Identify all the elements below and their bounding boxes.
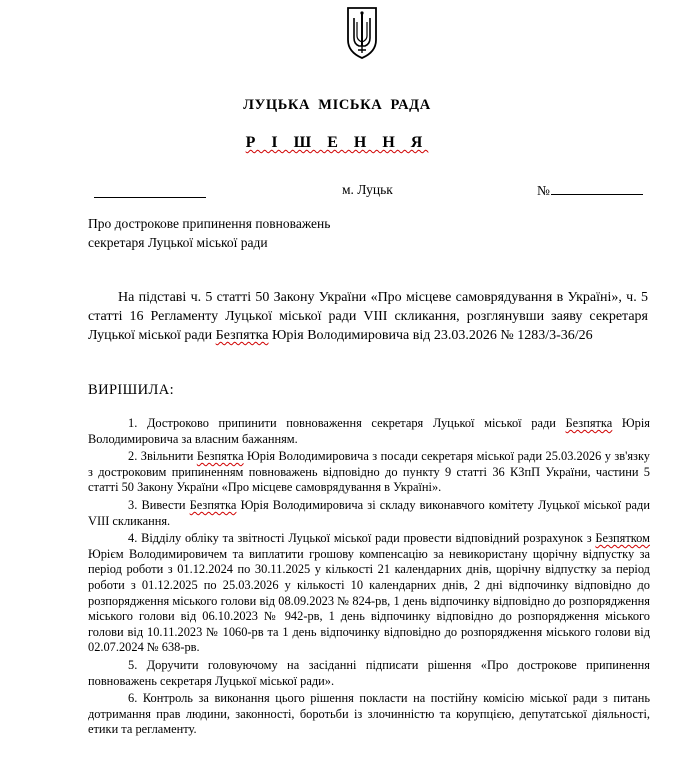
coat-of-arms-icon [346, 6, 378, 60]
city-label: м. Луцьк [342, 182, 393, 197]
number-field [537, 182, 643, 199]
item-5: 5. Доручити головуючому на засіданні підписати рішення «Про дострокове припинення повноважень секретаря Луцької міської ради». [88, 657, 650, 688]
decision-subject [88, 214, 330, 252]
subject-line-1: Про дострокове припинення повноважень [88, 216, 331, 231]
resolved-heading: ВИРІШИЛА: [88, 382, 175, 398]
number-label: № [537, 183, 550, 198]
preamble-paragraph: На підставі ч. 5 статті 50 Закону України «Про місцеве самоврядування в Україні», ч. 5 статті 16 Регламенту Луцької міської ради VIII скликання, розглянувши заяву секретаря Луцької міської ради Безпятка Юрія Володимировича від 23.03.2026 № 1283/3-36/26 [88, 290, 648, 343]
item-4: 4. Відділу обліку та звітності Луцької міської ради провести відповідний розрахунок з Безпятком Юрієм Володимировичем та виплатити грошову компенсацію за невикористану щорічну відпустку за період роботи з 01.12.2024 по 30.11.2025 у кількості 21 календарних днів, щорічну відпустку за період роботи з 01.12.2025 по 25.03.2026 у кількості 10 календарних днів, 2 дні відпочинку відповідно до розпорядження міського голови від 08.09.2023 № 824-рв, 1 день відпочинку відповідно до розпорядження міського голови від 06.10.2023 № 942-рв, 1 день відпочинку відповідно до розпорядження міського голови від 10.11.2023 № 1060-рв та 1 день відпочинку відповідно до розпорядження міського голови від 02.07.2024 № 638-рв. [88, 531, 650, 655]
decision-title: Р І Ш Е Н Н Я [245, 134, 429, 151]
decision-items [88, 416, 650, 740]
item-3: 3. Вивести Безпятка Юрія Володимировича зі складу виконавчого комітету Луцької міської ради VIII скликання. [88, 497, 650, 528]
number-blank-line [551, 182, 643, 195]
item-2: 2. Звільнити Безпятка Юрія Володимировича з посади секретаря міської ради 25.03.2026 у зв'язку з достроковим припиненням повноважень відповідно до пункту 9 статті 36 КЗпП України, частини 5 статті 50 Закону України «Про місцеве самоврядування в Україні». [88, 449, 650, 495]
subject-line-2: секретаря Луцької міської ради [88, 235, 268, 250]
item-6: 6. Контроль за виконання цього рішення покласти на постійну комісію міської ради з питань дотримання прав людини, законності, боротьби із злочинністю та корупцією, депутатської діяльності, етики та регламенту. [88, 691, 650, 737]
date-blank-line [94, 182, 206, 198]
item-1: 1. Достроково припинити повноваження секретаря Луцької міської ради Безпятка Юрія Володимировича за власним бажанням. [88, 416, 651, 446]
council-name: ЛУЦЬКА МІСЬКА РАДА [243, 97, 431, 113]
